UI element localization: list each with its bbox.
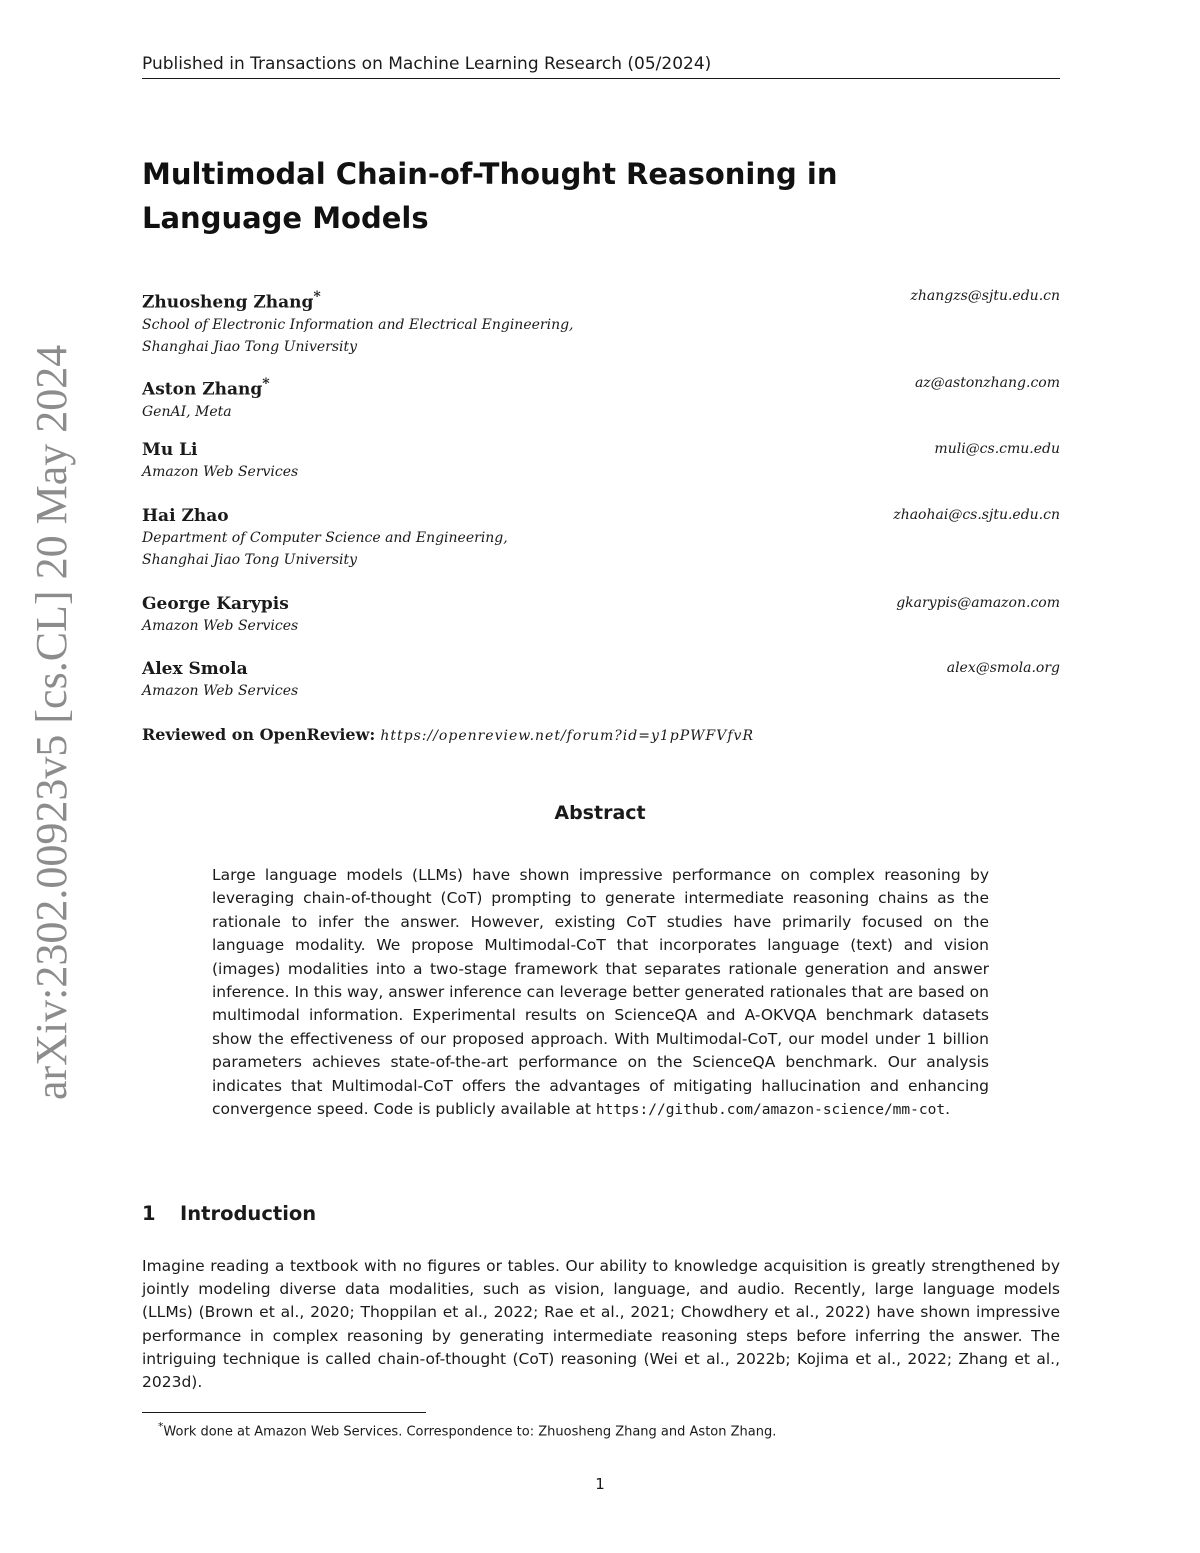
author-name: George Karypis bbox=[142, 594, 289, 614]
footnote-divider bbox=[142, 1412, 426, 1413]
author-name: Zhuosheng Zhang bbox=[142, 292, 314, 313]
author-email[interactable]: muli@cs.cmu.edu bbox=[934, 441, 1060, 457]
author-block bbox=[142, 439, 1060, 483]
author-affiliation: School of Electronic Information and Electrical Engineering, bbox=[142, 316, 574, 333]
page-number: 1 bbox=[595, 1475, 605, 1493]
openreview-line bbox=[142, 724, 1060, 747]
author-name: Aston Zhang bbox=[142, 379, 263, 400]
author-affiliation: Amazon Web Services bbox=[142, 464, 299, 480]
author-email[interactable]: az@astonzhang.com bbox=[914, 375, 1060, 391]
introduction-paragraph: Imagine reading a textbook with no figures or tables. Our ability to knowledge acquisition is greatly strengthened by jointly modeling diverse data modalities, such as vision, language, and audio. Recently, large language models (LLMs) (Brown et al., 2020; Thoppilan et al., 2022; Rae et al., 2021; Chowdhery et al., 2022) have shown impressive performance in complex reasoning by generating intermediate reasoning steps before inferring the answer. The intriguing technique is called chain-of-thought (CoT) reasoning (Wei et al., 2022b; Kojima et al., 2022; Zhang et al., 2023d). bbox=[142, 1257, 1060, 1392]
author-affiliation: Amazon Web Services bbox=[142, 683, 299, 699]
paper-title: Multimodal Chain-of-Thought Reasoning in Language Models bbox=[142, 157, 838, 235]
author-block bbox=[142, 658, 1060, 702]
author-email[interactable]: zhangzs@sjtu.edu.cn bbox=[910, 288, 1060, 304]
section-number: 1 bbox=[142, 1202, 156, 1225]
author-block bbox=[142, 373, 1060, 423]
section-heading-introduction bbox=[142, 1200, 742, 1228]
footnote-text: Work done at Amazon Web Services. Correspondence to: Zhuosheng Zhang and Aston Zhang. bbox=[163, 1424, 777, 1440]
author-mark: * bbox=[313, 289, 321, 305]
arxiv-identifier-stamp: arXiv:2302.00923v5 [cs.CL] 20 May 2024 bbox=[27, 344, 76, 1100]
abstract-text bbox=[212, 864, 989, 1122]
author-affiliation: Department of Computer Science and Engineering, bbox=[142, 530, 508, 546]
code-link[interactable]: https://github.com/amazon-science/mm-cot bbox=[595, 1102, 946, 1119]
footnote-mark: * bbox=[158, 1420, 164, 1433]
abstract-end: . bbox=[945, 1100, 950, 1119]
footnote bbox=[158, 1418, 1038, 1441]
section-title: Introduction bbox=[180, 1202, 317, 1225]
author-block bbox=[142, 286, 1060, 358]
openreview-link[interactable]: https://openreview.net/forum?id=y1pPWFVfvR bbox=[380, 728, 754, 744]
author-email[interactable]: alex@smola.org bbox=[946, 660, 1060, 676]
author-name: Mu Li bbox=[142, 440, 198, 460]
author-block bbox=[142, 505, 1060, 571]
running-header: Published in Transactions on Machine Learning Research (05/2024) bbox=[142, 52, 1060, 79]
author-block bbox=[142, 593, 1060, 637]
author-affiliation: Shanghai Jiao Tong University bbox=[142, 552, 358, 568]
author-email[interactable]: gkarypis@amazon.com bbox=[896, 595, 1060, 611]
abstract-paragraph: Large language models (LLMs) have shown impressive performance on complex reasoning by leveraging chain-of-thought (CoT) prompting to generate intermediate reasoning chains as the rationale to infer the answer. However, existing CoT studies have primarily focused on the language modality. We propose Multimodal-CoT that incorporates language (text) and vision (images) modalities into a two-stage framework that separates rationale generation and answer inference. In this way, answer inference can leverage better generated rationales that are based on multimodal information. Experimental results on ScienceQA and A-OKVQA benchmark datasets show the effectiveness of our proposed approach. With Multimodal-CoT, our model under 1 billion parameters achieves state-of-the-art performance on the ScienceQA benchmark. Our analysis indicates that Multimodal-CoT offers the advantages of mitigating hallucination and enhancing convergence speed. Code is publicly available at bbox=[212, 866, 989, 1119]
author-email[interactable]: zhaohai@cs.sjtu.edu.cn bbox=[893, 507, 1060, 523]
openreview-label: Reviewed on OpenReview: bbox=[142, 725, 376, 744]
author-affiliation: Amazon Web Services bbox=[142, 618, 299, 634]
abstract-heading: Abstract bbox=[554, 802, 646, 824]
author-affiliation: Shanghai Jiao Tong University bbox=[142, 338, 358, 355]
author-affiliation: GenAI, Meta bbox=[142, 403, 232, 420]
author-name: Alex Smola bbox=[142, 659, 248, 679]
author-name: Hai Zhao bbox=[142, 506, 229, 526]
author-mark: * bbox=[262, 376, 270, 392]
